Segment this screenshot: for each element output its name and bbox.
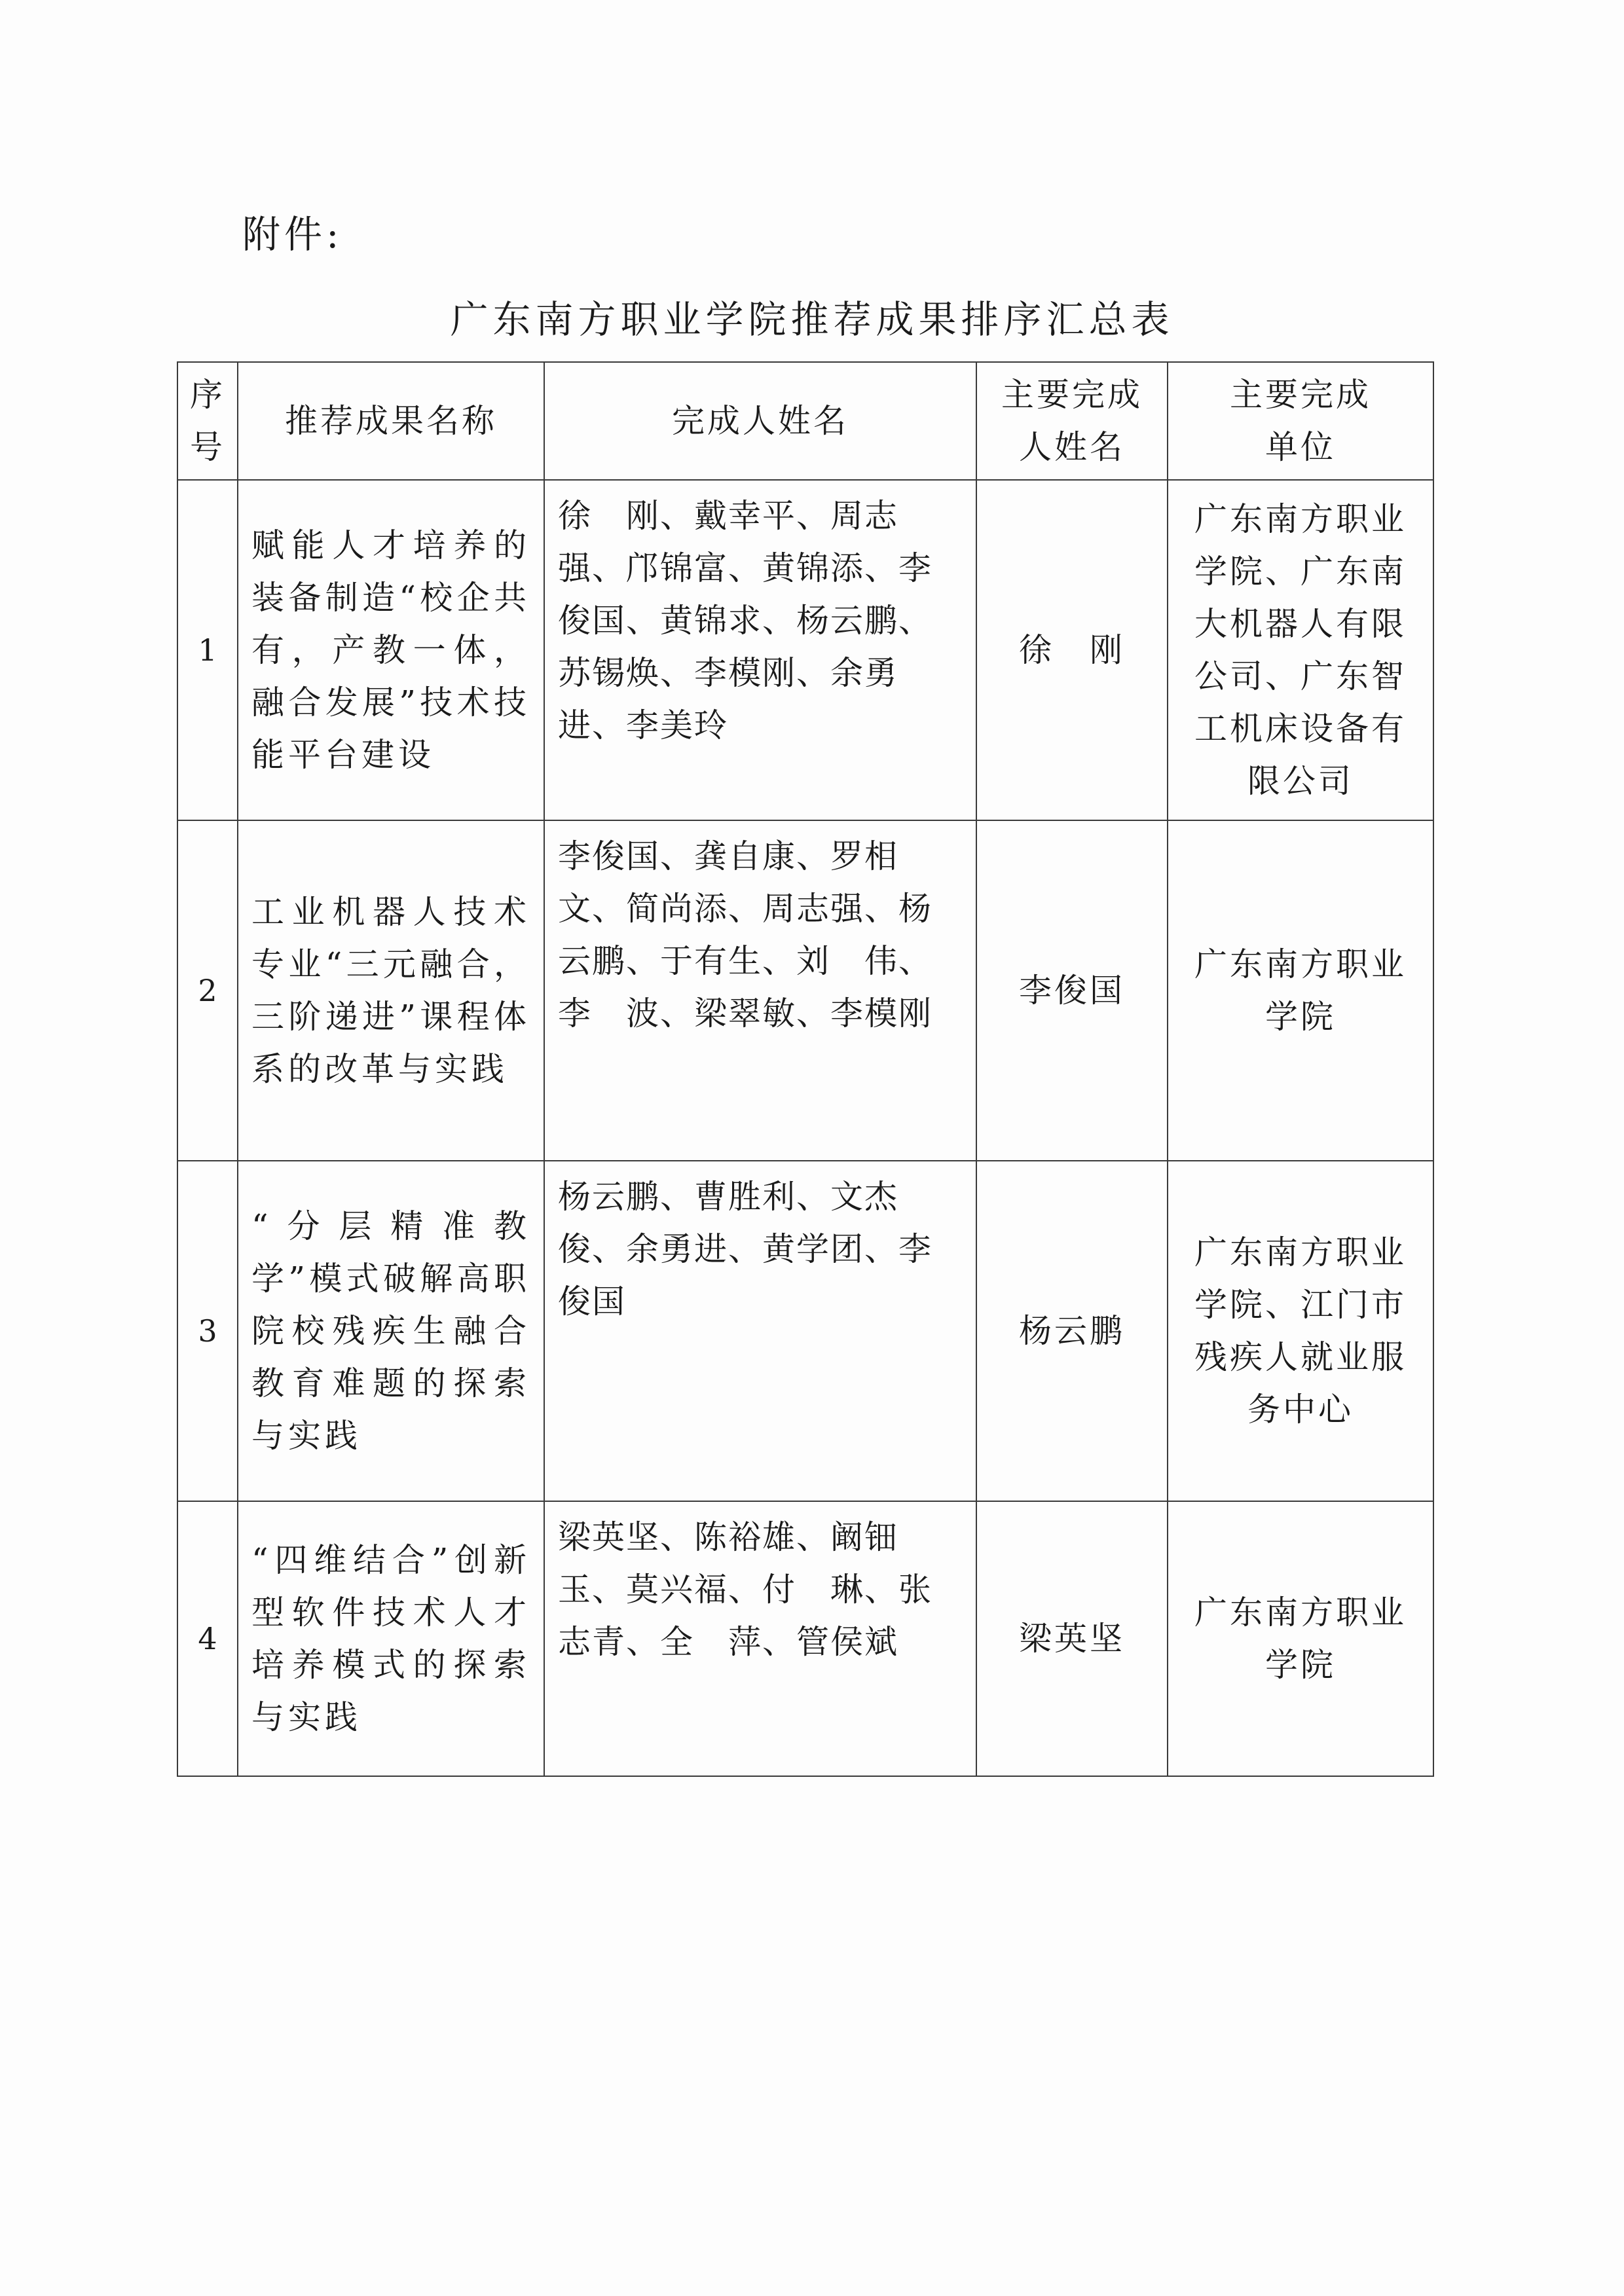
completers: 李俊国、龚自康、罗相文、简尚添、周志强、杨云鹏、于有生、刘 伟、李 波、梁翠敏、李模刚 <box>544 820 976 1161</box>
achievement-name: 工业机器人技术专业“三元融合，三阶递进”课程体系的改革与实践 <box>238 820 544 1161</box>
lead-completer: 徐 刚 <box>976 480 1168 820</box>
achievement-name: “分层精准教学”模式破解高职院校残疾生融合教育难题的探索与实践 <box>238 1161 544 1501</box>
serial-number: 3 <box>177 1161 238 1501</box>
achievement-name: “四维结合”创新型软件技术人才培养模式的探索与实践 <box>238 1501 544 1776</box>
header-completers: 完成人姓名 <box>544 362 976 480</box>
lead-completer: 杨云鹏 <box>976 1161 1168 1501</box>
table-row <box>177 480 1433 820</box>
achievement-name: 赋能人才培养的装备制造“校企共有，产教一体，融合发展”技术技能平台建设 <box>238 480 544 820</box>
completers: 杨云鹏、曹胜利、文杰俊、余勇进、黄学团、李俊国 <box>544 1161 976 1501</box>
lead-unit: 广东南方职业学院、广东南大机器人有限公司、广东智工机床设备有限公司 <box>1168 480 1433 820</box>
table-row <box>177 1161 1433 1501</box>
lead-unit: 广东南方职业学院 <box>1168 820 1433 1161</box>
lead-completer: 李俊国 <box>976 820 1168 1161</box>
lead-unit: 广东南方职业学院 <box>1168 1501 1433 1776</box>
completers: 梁英坚、陈裕雄、阚钿玉、莫兴福、付 琳、张志青、全 萍、管侯斌 <box>544 1501 976 1776</box>
serial-number: 2 <box>177 820 238 1161</box>
serial-number: 1 <box>177 480 238 820</box>
header-serial-number: 序 号 <box>177 362 238 480</box>
table-header-row <box>177 362 1433 480</box>
table-row <box>177 820 1433 1161</box>
document-title: 广东南方职业学院推荐成果排序汇总表 <box>450 297 1174 342</box>
serial-number: 4 <box>177 1501 238 1776</box>
header-lead-unit: 主要完成 单位 <box>1168 362 1433 480</box>
summary-table <box>177 361 1434 1777</box>
lead-completer: 梁英坚 <box>976 1501 1168 1776</box>
attachment-label: 附件: <box>242 212 343 257</box>
table-row <box>177 1501 1433 1776</box>
header-lead-completer: 主要完成 人姓名 <box>976 362 1168 480</box>
completers: 徐 刚、戴幸平、周志强、邝锦富、黄锦添、李俊国、黄锦求、杨云鹏、苏锡焕、李模刚、余勇进、李美玲 <box>544 480 976 820</box>
lead-unit: 广东南方职业学院、江门市残疾人就业服务中心 <box>1168 1161 1433 1501</box>
header-achievement-name: 推荐成果名称 <box>238 362 544 480</box>
